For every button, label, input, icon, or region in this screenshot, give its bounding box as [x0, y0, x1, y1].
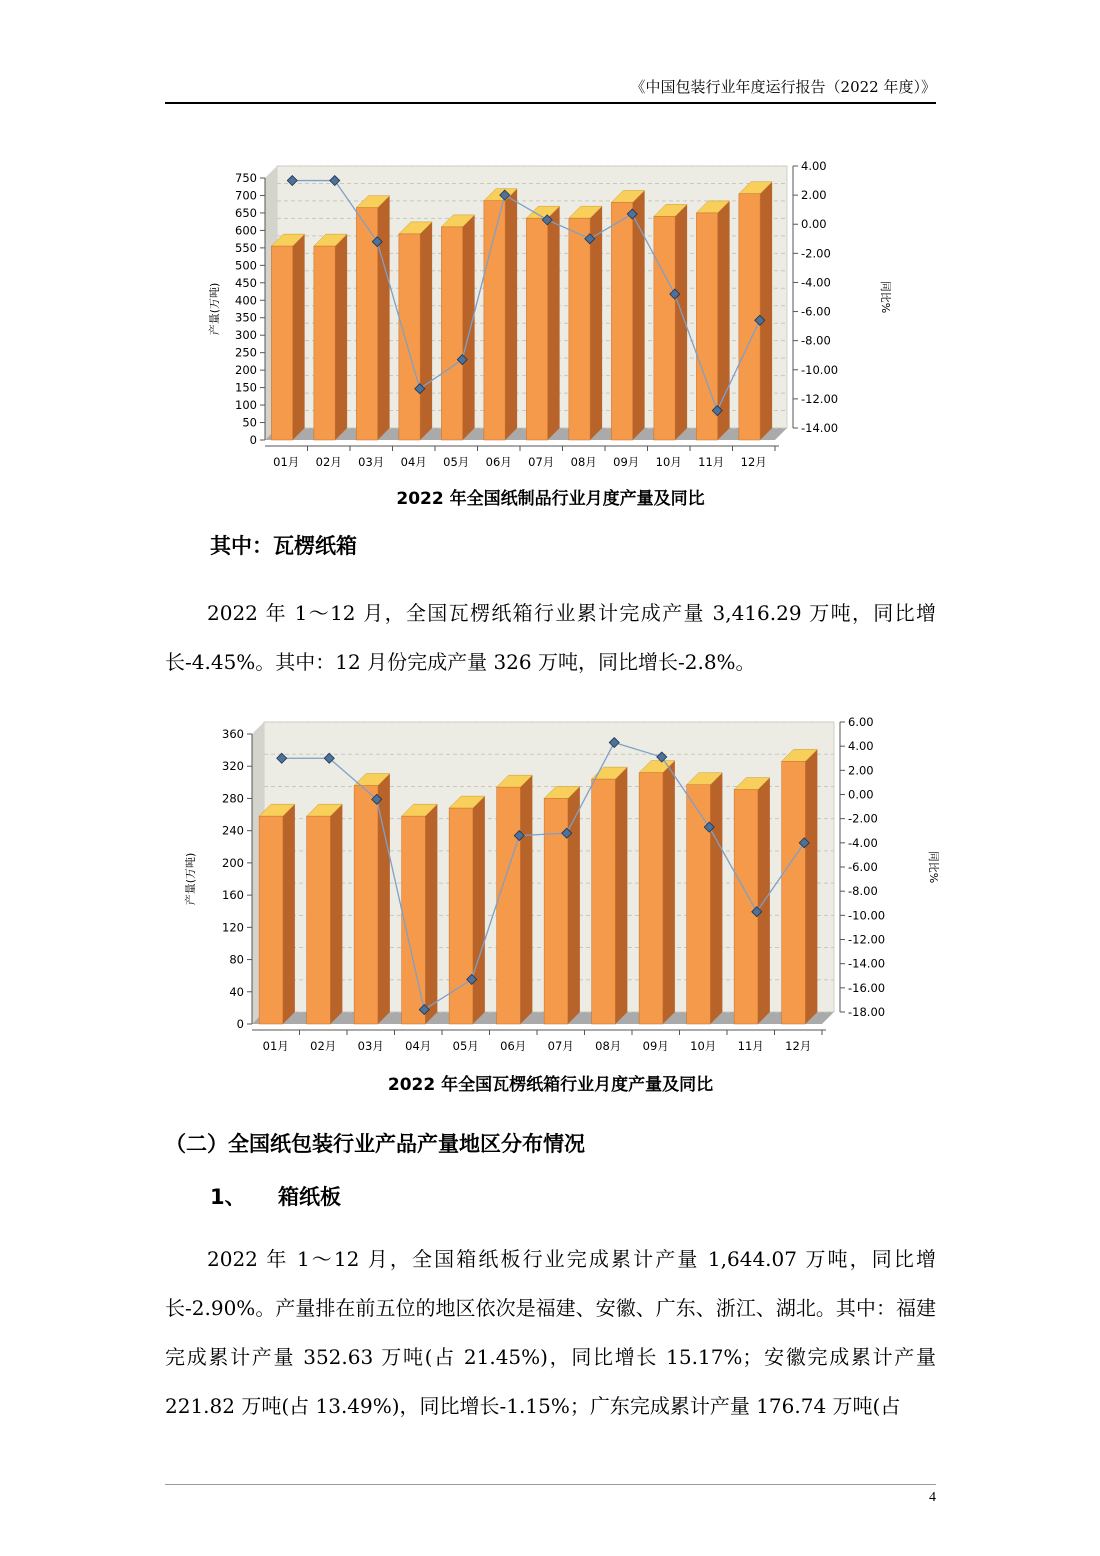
y2-tick-label: 0.00	[848, 787, 874, 802]
bar	[687, 785, 711, 1024]
x-tick-label: 10月	[655, 455, 682, 469]
x-tick-label: 05月	[443, 455, 470, 469]
page-number: 4	[929, 1490, 936, 1505]
y2-axis-title: 同比%	[927, 850, 940, 884]
section-heading-regional: （二）全国纸包装行业产品产量地区分布情况	[165, 1132, 585, 1156]
bar	[259, 816, 283, 1024]
y-tick-label: 40	[229, 984, 244, 999]
y-tick-label: 80	[229, 952, 244, 967]
y-tick-label: 0	[249, 433, 257, 447]
y-tick-label: 550	[235, 240, 257, 255]
y-axis-title: 产量(万吨)	[184, 852, 197, 906]
chart-corrugated-caption: 2022 年全国瓦楞纸箱行业月度产量及同比	[387, 1075, 714, 1095]
y-tick-label: 450	[235, 275, 257, 290]
bar-side	[710, 773, 722, 1024]
bar-side	[420, 222, 432, 440]
x-tick-label: 02月	[310, 1039, 337, 1053]
x-tick-label: 01月	[262, 1039, 289, 1053]
y2-tick-label: -2.00	[848, 811, 878, 826]
y2-tick-label: -14.00	[848, 956, 886, 971]
y2-tick-label: 0.00	[801, 217, 827, 232]
x-tick-label: 10月	[690, 1039, 717, 1053]
y2-tick-label: 6.00	[848, 715, 874, 729]
y2-tick-label: -14.00	[801, 421, 839, 435]
y2-tick-label: -16.00	[848, 980, 886, 995]
x-tick-label: 02月	[315, 455, 342, 469]
y2-tick-label: -18.00	[848, 1005, 886, 1019]
subheading-number: 1、	[210, 1185, 246, 1209]
y2-axis-title: 同比%	[879, 280, 892, 314]
y2-tick-label: -8.00	[848, 884, 878, 899]
y-tick-label: 320	[222, 759, 244, 774]
x-tick-label: 11月	[698, 455, 725, 469]
running-header	[165, 76, 936, 104]
y-tick-label: 250	[235, 345, 257, 360]
y2-tick-label: -6.00	[848, 860, 878, 874]
bar-side	[463, 215, 475, 440]
x-tick-label: 07月	[547, 1039, 574, 1053]
bar	[696, 213, 717, 440]
bar-side	[760, 182, 772, 440]
bar-side	[520, 775, 532, 1024]
paragraph-boxboard	[165, 1235, 936, 1431]
y-tick-label: 50	[242, 415, 257, 430]
y2-tick-label: -12.00	[801, 391, 839, 406]
y-tick-label: 600	[235, 223, 257, 238]
y-tick-label: 400	[235, 293, 257, 308]
bar-side	[425, 804, 437, 1024]
y2-tick-label: 4.00	[848, 739, 874, 754]
y-axis-title: 产量(万吨)	[208, 282, 221, 336]
y2-tick-label: -4.00	[801, 275, 831, 290]
chart-paper-products-svg	[160, 150, 940, 480]
bar-side	[505, 189, 517, 440]
bar-side	[615, 767, 627, 1024]
x-tick-label: 03月	[357, 1039, 384, 1053]
y-tick-label: 150	[235, 380, 257, 395]
x-tick-label: 09月	[613, 455, 640, 469]
running-header-title: 《中国包装行业年度运行报告（2022 年度）》	[630, 78, 936, 96]
bar	[271, 246, 292, 440]
bar-side	[378, 196, 390, 440]
y-tick-label: 750	[235, 171, 257, 185]
bar	[497, 787, 521, 1024]
x-tick-label: 11月	[737, 1039, 764, 1053]
y2-tick-label: -4.00	[848, 835, 878, 850]
y-tick-label: 650	[235, 205, 257, 220]
y-tick-label: 200	[235, 363, 257, 378]
bar-side	[805, 749, 817, 1024]
bar-side	[330, 804, 342, 1024]
chart-corrugated-svg	[160, 710, 940, 1060]
bar-side	[283, 804, 295, 1024]
bar-side	[633, 190, 645, 440]
y-tick-label: 120	[222, 920, 244, 935]
y-tick-label: 0	[236, 1017, 244, 1031]
y2-tick-label: -2.00	[801, 246, 831, 261]
paragraph-corrugated-text: 2022 年 1～12 月，全国瓦楞纸箱行业累计完成产量 3,416.29 万吨，同比增长-4.45%。其中：12 月份完成产量 326 万吨，同比增长-2.8%。	[165, 601, 936, 674]
y-tick-label: 280	[222, 791, 244, 806]
y-tick-label: 200	[222, 855, 244, 870]
bar	[441, 227, 462, 440]
x-tick-label: 09月	[642, 1039, 669, 1053]
x-tick-label: 06月	[485, 455, 512, 469]
bar-side	[663, 761, 675, 1024]
x-tick-label: 01月	[273, 455, 300, 469]
bar-side	[473, 796, 485, 1024]
footer-rule	[165, 1484, 936, 1485]
bar-side	[718, 201, 730, 440]
x-tick-label: 04月	[405, 1039, 432, 1053]
bar-side	[293, 234, 305, 440]
bar	[782, 761, 806, 1024]
bar	[611, 202, 632, 440]
y-tick-label: 350	[235, 310, 257, 325]
y2-tick-label: 2.00	[801, 188, 827, 203]
bar	[654, 216, 675, 440]
section-heading-corrugated: 其中：瓦楞纸箱	[210, 534, 357, 558]
y2-tick-label: -6.00	[801, 304, 831, 319]
y-tick-label: 700	[235, 188, 257, 203]
y2-tick-label: -8.00	[801, 333, 831, 348]
chart-corrugated	[160, 710, 940, 1060]
bar	[307, 816, 331, 1024]
y2-tick-label: -12.00	[848, 932, 886, 947]
bar-side	[335, 234, 347, 440]
y-tick-label: 240	[222, 823, 244, 838]
bar	[354, 786, 378, 1024]
subheading-boxboard: 箱纸板	[278, 1185, 341, 1209]
y-tick-label: 100	[235, 398, 257, 413]
x-tick-label: 03月	[358, 455, 385, 469]
x-tick-label: 12月	[785, 1039, 812, 1053]
paragraph-corrugated	[165, 589, 936, 687]
x-tick-label: 08月	[595, 1039, 622, 1053]
bar	[569, 218, 590, 440]
y2-tick-label: 2.00	[848, 763, 874, 778]
bar	[314, 246, 335, 440]
y2-tick-label: -10.00	[848, 908, 886, 923]
y2-tick-label: 4.00	[801, 159, 827, 173]
bar	[399, 234, 420, 440]
chart-paper-products-caption: 2022 年全国纸制品行业月度产量及同比	[396, 489, 705, 509]
x-tick-label: 04月	[400, 455, 427, 469]
x-tick-label: 12月	[740, 455, 767, 469]
bar-side	[568, 786, 580, 1024]
y-tick-label: 160	[222, 888, 244, 903]
x-tick-label: 05月	[452, 1039, 479, 1053]
bar	[639, 773, 663, 1024]
y-tick-label: 500	[235, 258, 257, 273]
x-tick-label: 07月	[528, 455, 555, 469]
x-tick-label: 06月	[500, 1039, 527, 1053]
paragraph-boxboard-text: 2022 年 1～12 月，全国箱纸板行业完成累计产量 1,644.07 万吨，同比增长-2.90%。产量排在前五位的地区依次是福建、安徽、广东、浙江、湖北。其中：福建完成累计产量 352.63 万吨(占 21.45%)，同比增长 15.17%；安徽完成累计产量 221.82 万吨(占 13.49%)，同比增长-1.15%；广东完成累计产量 176.74 万吨(占	[165, 1247, 936, 1418]
y-tick-label: 360	[222, 727, 244, 741]
x-tick-label: 08月	[570, 455, 597, 469]
bar	[402, 816, 426, 1024]
bar	[739, 194, 760, 440]
y2-tick-label: -10.00	[801, 362, 839, 377]
bar	[526, 218, 547, 440]
y-tick-label: 300	[235, 328, 257, 343]
chart-paper-products	[160, 150, 940, 480]
bar	[592, 779, 616, 1024]
bar-side	[548, 206, 560, 440]
